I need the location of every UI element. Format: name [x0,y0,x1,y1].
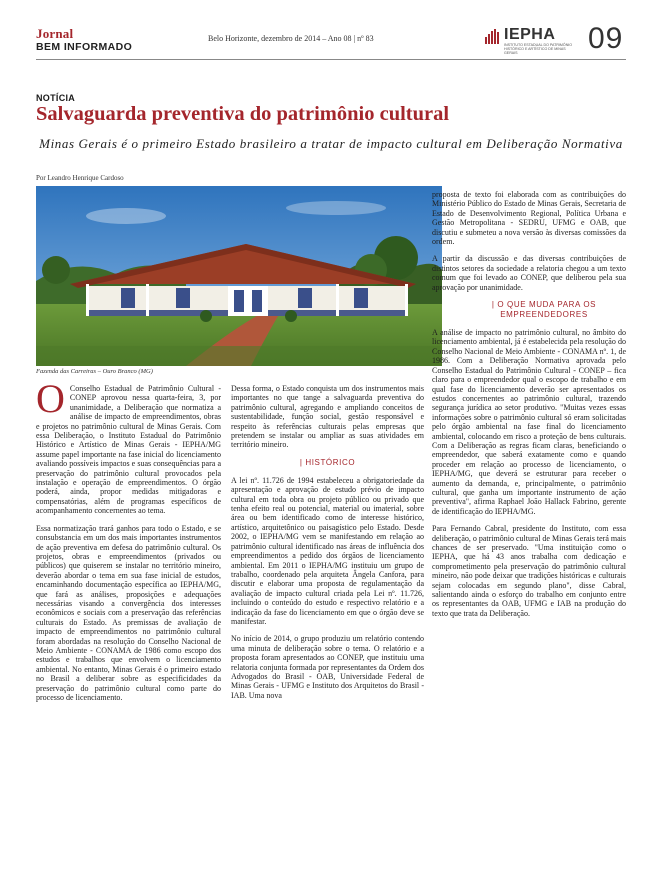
page-number: 09 [588,22,624,55]
drop-cap: O [36,376,65,421]
article-kicker: NOTÍCIA [36,93,76,103]
article-column-2 [231,384,424,700]
journal-name: Jornal [36,26,74,41]
section-heading-historico: | HISTÓRICO [299,457,356,467]
masthead [36,22,626,58]
paragraph: A análise de impacto no patrimônio cultural, no âmbito do licenciamento ambiental, já é estabelecida pela resolução do Conselho Nacional de Meio Ambiente - CONAMA nº. 1, de 1986. Com a Deliberação Normativa aprovada pelo Conselho Estadual do Patrimônio Cultural - CONEP – fica claro para o empreendedor qual o escopo de trabalho e em qual fase do licenciamento deverão ser apresentados os estudos concernentes ao patrimônio cultural, trazendo segurança jurídica ao setor produtivo. "Muitas vezes essas informações sobre o patrimônio cultural só eram solicitadas pelo órgão ambiental na fase final do licenciamento ambiental, colocando em risco a proteção de bens culturais. Com a Deliberação as regras ficam claras, beneficiando o empreendedor, que saberá exatamente como e quando proceder em relação ao processo de licenciamento, o IEPHA/MG, que deverá se estruturar para receber o aumento da demanda, e, principalmente, o patrimônio cultural, que ganha um importante instrumento de ação preventiva", afirma Raphael João Hallack Fabrino, gerente de identificação do IEPHA/MG. [432,328,626,516]
paragraph: proposta de texto foi elaborada com as contribuições do Ministério Público do Estado de Minas Gerais, Secretaria de Estado de Desenvolvimento Regional, Política Urbana e Gestão Metropolitana - SEDRU, UFMG e OAB, que discutiu e submeteu a nova versão às diversas comissões da ordem. [432,190,626,247]
paragraph-text: Conselho Estadual de Patrimônio Cultural - CONEP aprovou nessa quarta-feira, 3, por unanimidade, a Deliberação que normatiza a análise de impacto de empreendimentos, obras e projetos no patrimônio cultural de Minas Gerais. Com essa Deliberação, o Instituto Estadual do Patrimônio Histórico e Artístico de Minas Gerais - IEPHA/MG assume papel importante na fase inicial do licenciamento avaliando possíveis impactos e suas consequências para a preservação do patrimônio cultural provocados pela instalação e operação de empreendimentos. O órgão poderá, ainda, propor medidas mitigadoras e compensatórias, além de programas específicos de acompanhamento concernentes ao tema. [36,384,221,516]
logo-wordmark: IEPHA [504,26,556,43]
article-column-1 [36,376,221,702]
article-subhead: Minas Gerais é o primeiro Estado brasileiro a tratar de impacto cultural em Deliberação Normativa [39,136,623,151]
paragraph: Essa normatização trará ganhos para todo o Estado, e se consubstancia em um dos mais importantes instrumentos de ação preventiva em defesa do patrimônio cultural. Os projetos, obras e empreendimentos (privados ou públicos) que quiserem se instalar no território mineiro, deverão abordar o tema em sua fase inicial de estudos, encaminhando documentação específica ao IEPHA/MG, que fará as análises, proposições e adequações necessárias visando a convergência dos interesses econômicos e sociais com a preservação das referências culturais do Estado. As premissas de avaliação de impacto de empreendimentos no patrimônio cultural foram abordadas na resolução do Conselho Nacional de Meio Ambiente - CONAMA de 1986 como escopo dos estudos e trabalhos que envolvem o licenciamento ambiental. No entanto, Minas Gerais é o primeiro estado no Brasil a deliberar sobre as especificidades da preservação do patrimônio cultural como parte do processo de licenciamento. [36,523,221,702]
farmhouse-photo [36,186,442,366]
article-byline: Por Leandro Henrique Cardoso [36,174,124,182]
paragraph: No início de 2014, o grupo produziu um relatório contendo uma minuta de deliberação sobre o tema. O relatório e a proposta foram apresentados ao CONEP, que instituiu uma relatoria conjunta formada por representantes da Ordem dos Advogados do Brasil - OAB, Universidade Federal de Minas Gerais - UFMG e Instituto dos Arquitetos do Brasil - IAB. Uma nova [231,634,424,700]
paragraph: A lei nº. 11.726 de 1994 estabeleceu a obrigatoriedade da apresentação e aprovação de estudo prévio de impacto cultural em toda obra ou projeto público ou privado que tenha efeito real ou potencial, material ou imaterial, sobre área ou bem identificado como de interesse histórico, artístico, arquitetônico ou paisagístico pelo Estado. Desde 2002, o IEPHA/MG vem se manifestando em relação ao patrimônio cultural identificado nas áreas de influência dos empreendimentos a pedido dos órgãos de licenciamento ambiental. Em 2011 o IEPHA/MG instituiu um grupo de trabalho, coordenado pela arquiteta Ângela Canfora, para discutir e elaborar uma proposta de regulamentação da avaliação de impacto cultural criada pela Lei nº. 11.726, incluindo o conteúdo do estudo e respectivo relatório e a indicação da fase do licenciamento em que o órgão deve se manifestar. [231,475,424,626]
paragraph: Dessa forma, o Estado conquista um dos instrumentos mais importantes no que tange a salvaguarda preventiva do patrimônio cultural, agregando e ampliando conceitos de sustentabilidade, função social, gestão responsável e respeito às referências culturais pelas empresas que pretendem se instalar ou ampliar as suas atividades em território mineiro. [231,384,424,450]
iepha-logo-icon [484,28,500,44]
article-headline: Salvaguarda preventiva do patrimônio cultural [36,103,450,125]
dateline: Belo Horizonte, dezembro de 2014 – Ano 08 | nº 83 [208,34,374,43]
article-column-3 [432,190,626,618]
section-name: BEM INFORMADO [36,41,133,53]
paragraph: Para Fernando Cabral, presidente do Instituto, com essa deliberação, o patrimônio cultural de Minas Gerais terá mais chances de ser preservado. "Uma instituição como o IEPHA, que há 43 anos trabalha com dedicação e comprometimento pela preservação do patrimônio cultural mineiro, não pode deixar que tradições históricas e culturais sejam colocadas em segundo plano", disse Cabral, salientando ainda o esforço do trabalho em conjunto entre os representantes da OAB, UFMG e IAB na produção do texto que trata da Deliberação. [432,524,626,618]
logo-subtitle: INSTITUTO ESTADUAL DO PATRIMÔNIO HISTÓRICO E ARTÍSTICO DE MINAS GERAIS [504,43,573,55]
paragraph: A partir da discussão e das diversas contribuições de distintos setores da sociedade a relatoria chegou a um texto comum que foi levado ao CONEP, que deliberou pela sua aprovação por unanimidade. [432,254,626,292]
header-divider [36,59,626,60]
paragraph [36,376,221,516]
article-photo [36,186,442,366]
photo-caption: Fazenda das Carreiras – Ouro Branco (MG) [36,368,153,375]
iepha-logo [484,26,580,56]
section-heading-empreendedores: | O QUE MUDA PARA OS EMPREENDEDORES [491,300,597,320]
